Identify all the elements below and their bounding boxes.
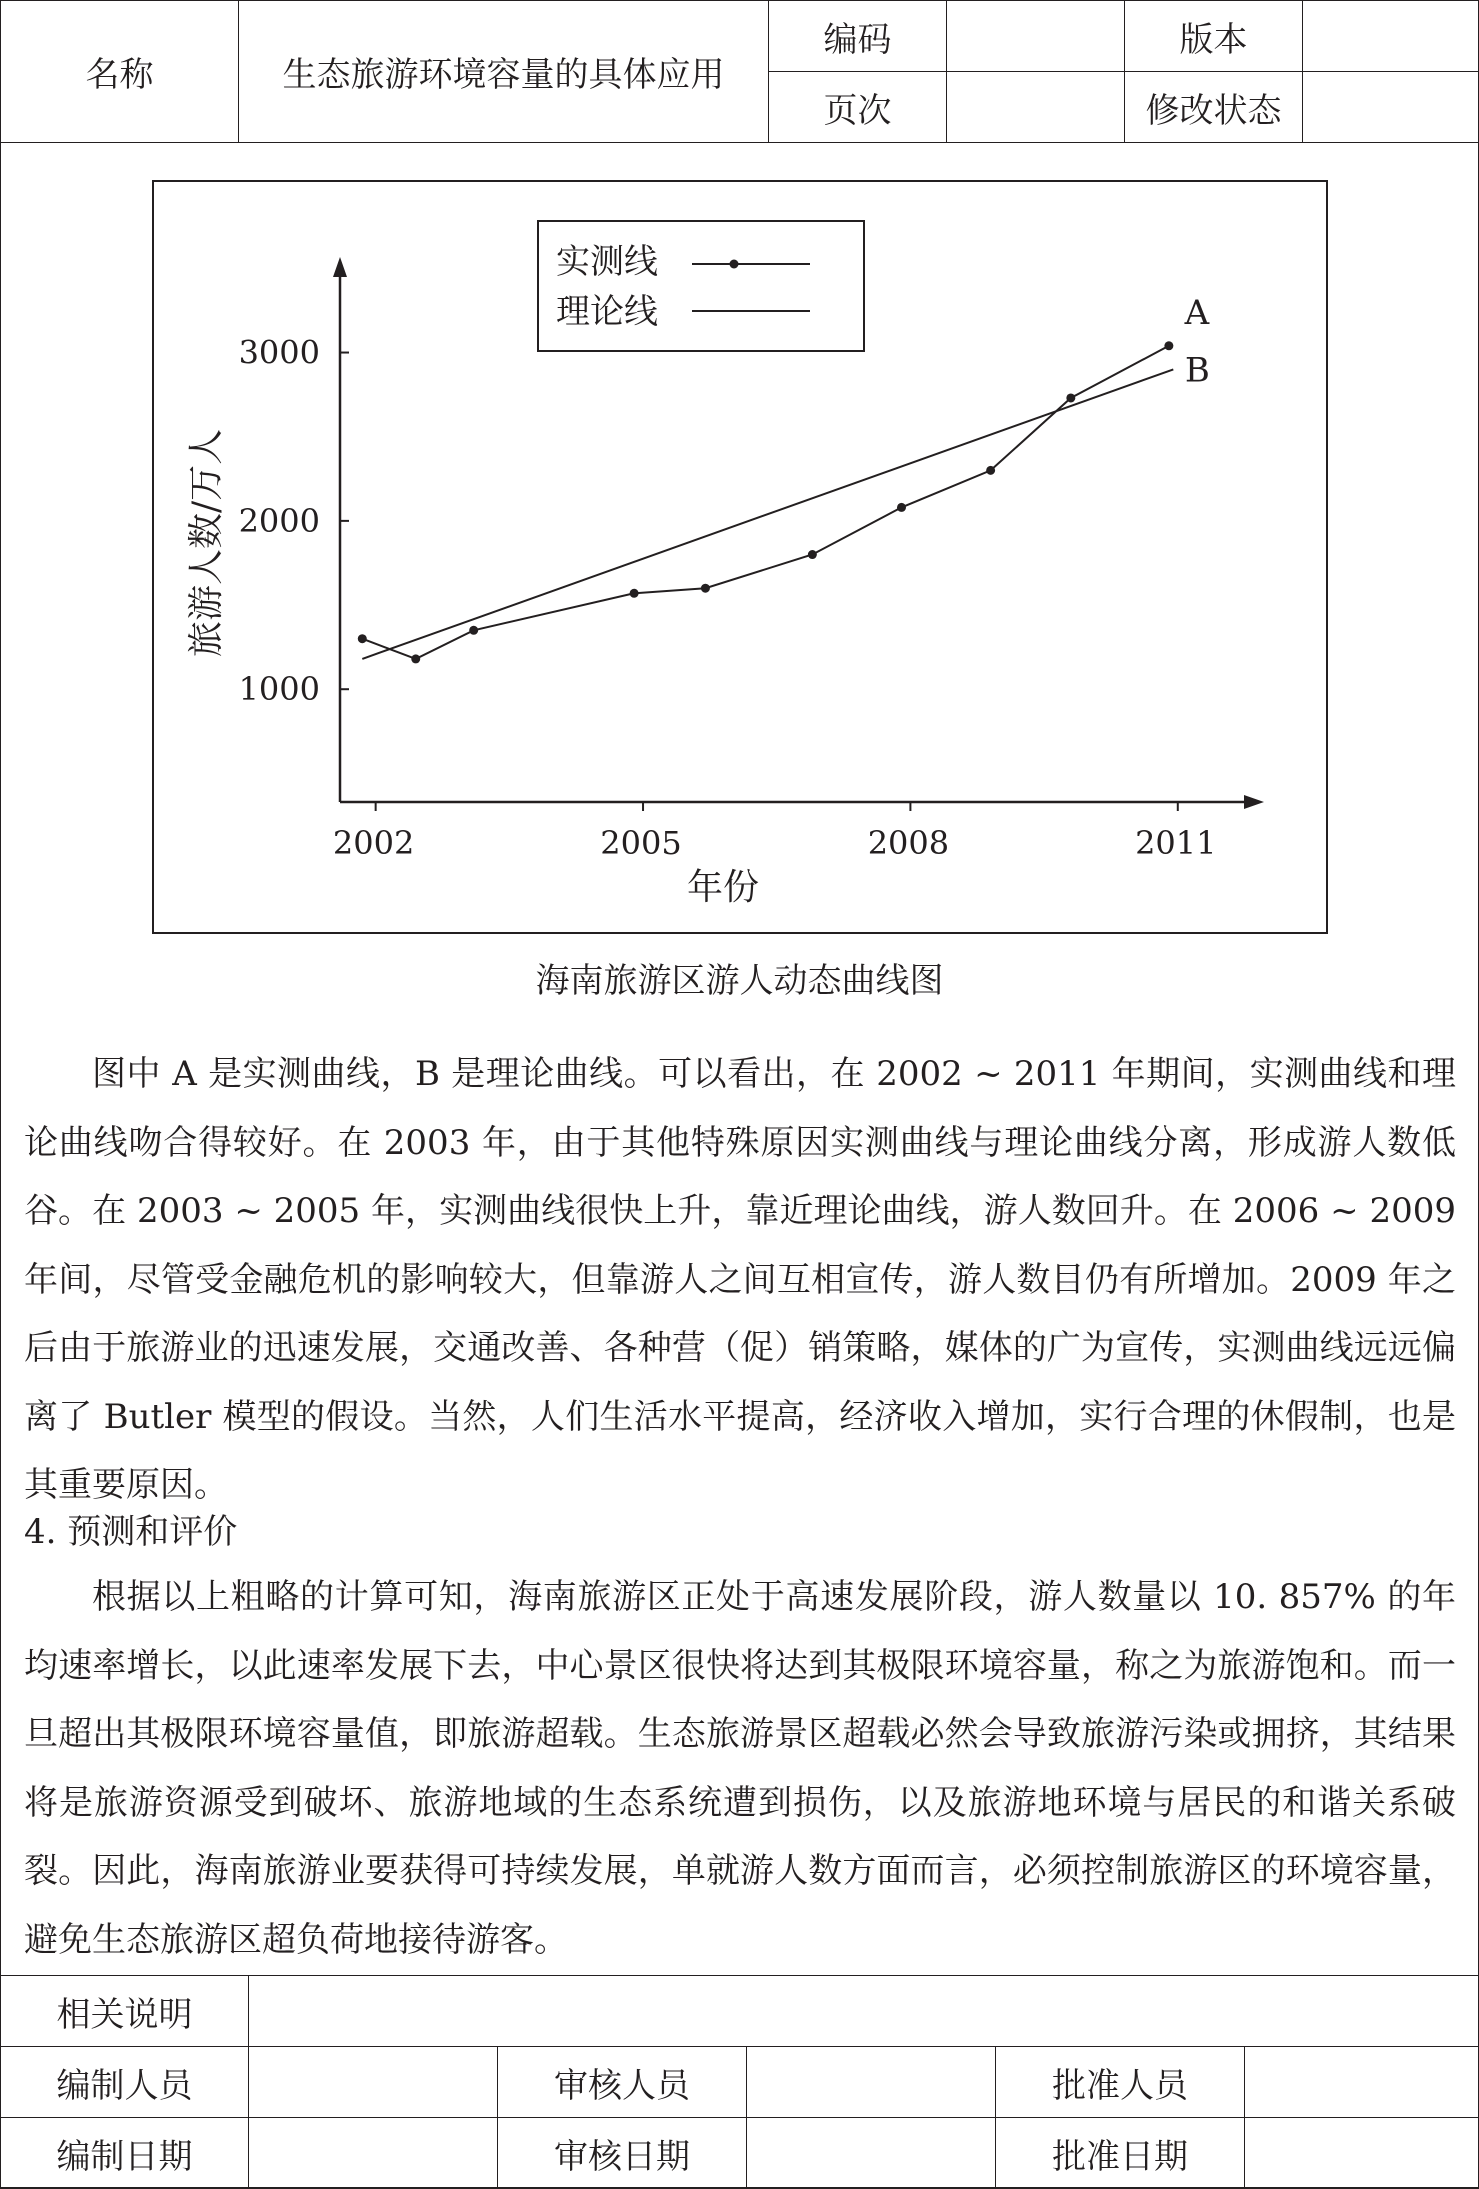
- legend-label-measured: 实测线: [556, 242, 658, 282]
- revision-label: 修改状态: [1125, 72, 1303, 143]
- data-point: [358, 634, 367, 643]
- data-point: [1066, 393, 1075, 402]
- approver-value: [1245, 2047, 1479, 2118]
- data-point: [808, 550, 817, 559]
- ticks: [239, 334, 1217, 862]
- y-tick-label: 2000: [239, 502, 320, 540]
- notes-value: [249, 1976, 1479, 2047]
- section-heading: 4. 预测和评价: [24, 1502, 237, 1562]
- notes-label: 相关说明: [1, 1976, 249, 2047]
- editor-value: [249, 2047, 498, 2118]
- approver-label: 批准人员: [996, 2047, 1245, 2118]
- legend: [538, 221, 864, 351]
- data-point: [630, 589, 639, 598]
- review-date-label: 审核日期: [498, 2118, 747, 2189]
- visitor-trend-chart: [0, 143, 1479, 943]
- legend-label-theory: 理论线: [556, 292, 658, 332]
- reviewer-value: [747, 2047, 996, 2118]
- chart-caption: 海南旅游区游人动态曲线图: [0, 953, 1479, 1002]
- x-tick-label: 2005: [600, 824, 681, 862]
- measured-series-line: [362, 346, 1169, 659]
- edit-date-label: 编制日期: [1, 2118, 249, 2189]
- y-tick-label: 1000: [239, 670, 320, 708]
- code-label: 编码: [769, 1, 947, 72]
- data-point: [701, 584, 710, 593]
- data-point: [1164, 341, 1173, 350]
- data-point: [411, 654, 420, 663]
- header-table: [0, 0, 1479, 143]
- revision-value: [1303, 72, 1479, 143]
- x-tick-label: 2008: [868, 824, 949, 862]
- edit-date-value: [249, 2118, 498, 2189]
- x-axis-arrow: [1244, 795, 1264, 809]
- series-label-B: B: [1185, 350, 1210, 390]
- version-label: 版本: [1125, 1, 1303, 72]
- theory-series-line: [362, 369, 1173, 659]
- review-date-value: [747, 2118, 996, 2189]
- y-axis-label: 旅游人数/万人: [186, 429, 227, 657]
- data-point: [897, 503, 906, 512]
- code-value: [947, 1, 1125, 72]
- page-label: 页次: [769, 72, 947, 143]
- editor-label: 编制人员: [1, 2047, 249, 2118]
- legend-marker-measured: [730, 260, 739, 269]
- reviewer-label: 审核人员: [498, 2047, 747, 2118]
- approve-date-label: 批准日期: [996, 2118, 1245, 2189]
- name-label: 名称: [1, 1, 239, 143]
- version-value: [1303, 1, 1479, 72]
- x-axis-label: 年份: [687, 867, 759, 908]
- x-tick-label: 2002: [333, 824, 414, 862]
- series-label-A: A: [1184, 293, 1210, 333]
- data-point: [469, 626, 478, 635]
- analysis-paragraph: 图中 A 是实测曲线，B 是理论曲线。可以看出，在 2002 ~ 2011 年期间，实测曲线和理论曲线吻合得较好。在 2003 年，由于其他特殊原因实测曲线与理论曲线分离，形成游人数低谷。在 2003 ~ 2005 年，实测曲线很快上升，靠近理论曲线，游人数回升。在 2006 ~ 2009 年间，尽管受金融危机的影响较大，但靠游人之间互相宣传，游人数目仍有所增加。2009 年之后由于旅游业的迅速发展，交通改善、各种营（促）销策略，媒体的广为宣传，实测曲线远远偏离了 Butler 模型的假设。当然，人们生活水平提高，经济收入增加，实行合理的休假制，也是其重要原因。: [24, 1040, 1456, 1520]
- data-point: [986, 466, 995, 475]
- page-value: [947, 72, 1125, 143]
- footer-table: [0, 1975, 1479, 2189]
- name-value: 生态旅游环境容量的具体应用: [239, 1, 769, 143]
- approve-date-value: [1245, 2118, 1479, 2189]
- y-axis-arrow: [333, 257, 347, 277]
- evaluation-paragraph: 根据以上粗略的计算可知，海南旅游区正处于高速发展阶段，游人数量以 10. 857% 的年均速率增长，以此速率发展下去，中心景区很快将达到其极限环境容量，称之为旅游饱和。而一旦超出其极限环境容量值，即旅游超载。生态旅游景区超载必然会导致旅游污染或拥挤，其结果将是旅游资源受到破坏、旅游地域的生态系统遭到损伤，以及旅游地环境与居民的和谐关系破裂。因此，海南旅游业要获得可持续发展，单就游人数方面而言，必须控制旅游区的环境容量，避免生态旅游区超负荷地接待游客。: [24, 1563, 1456, 1974]
- x-tick-label: 2011: [1135, 824, 1216, 862]
- y-tick-label: 3000: [239, 334, 320, 372]
